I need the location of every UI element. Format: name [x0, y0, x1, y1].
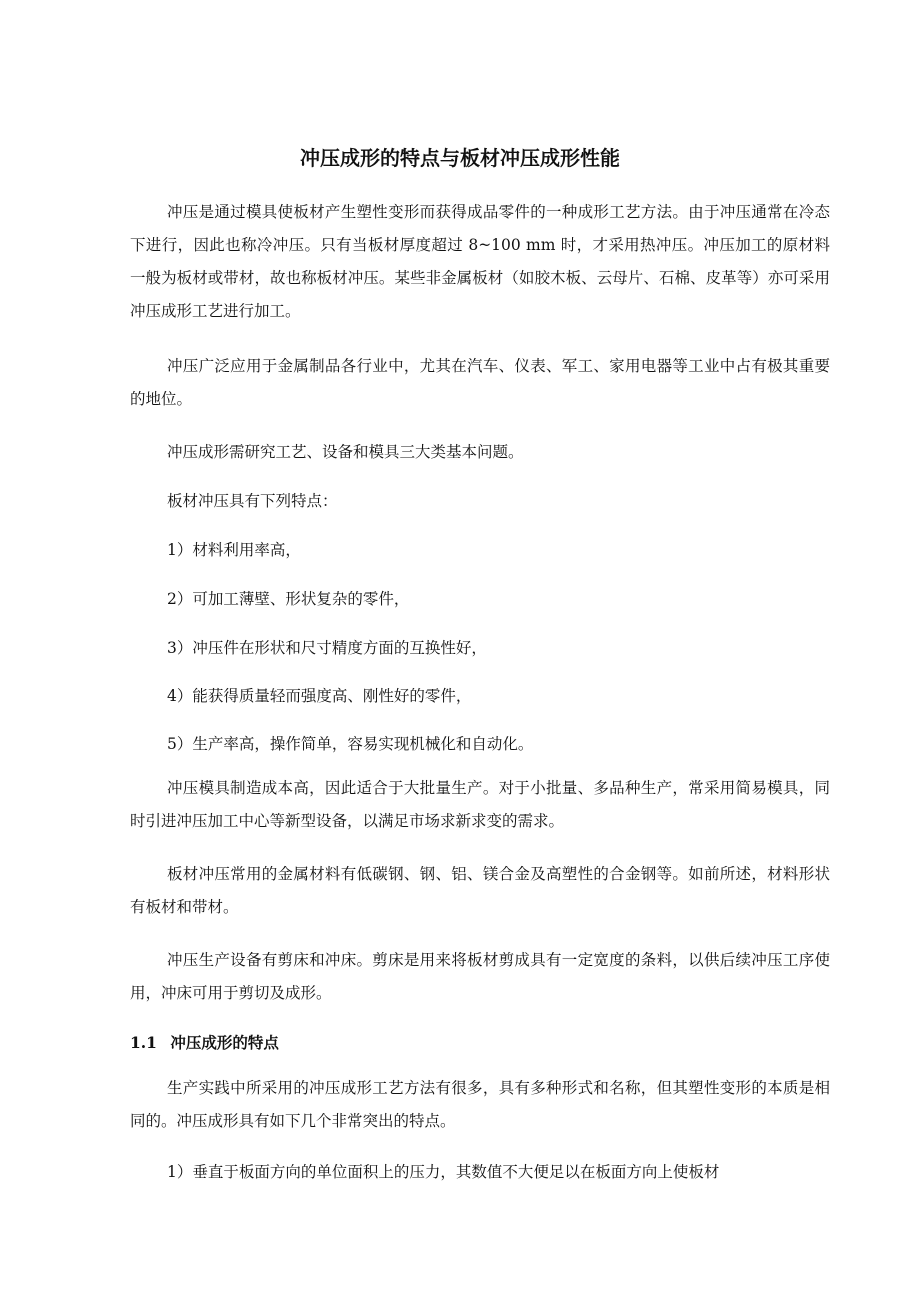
paragraph-mold-cost: 冲压模具制造成本高，因此适合于大批量生产。对于小批量、多品种生产，常采用简易模具，同时引进冲压加工中心等新型设备，以满足市场求新求变的需求。: [130, 779, 830, 830]
list-item-feature-3: 3）冲压件在形状和尺寸精度方面的互换性好，: [167, 639, 487, 657]
paragraph-section-intro: 生产实践中所采用的冲压成形工艺方法有很多，具有多种形式和名称，但其塑性变形的本质是相同的。冲压成形具有如下几个非常突出的特点。: [130, 1079, 830, 1130]
list-item-feature-1: 1）材料利用率高，: [167, 541, 301, 559]
list-item-feature-5: 5）生产率高，操作简单，容易实现机械化和自动化。: [167, 735, 534, 753]
list-item-feature-4: 4）能获得质量轻而强度高、刚性好的零件，: [167, 687, 472, 705]
document-title: 冲压成形的特点与板材冲压成形性能: [300, 146, 620, 170]
paragraph-research: 冲压成形需研究工艺、设备和模具三大类基本问题。: [167, 443, 524, 461]
section-title: 冲压成形的特点: [170, 1034, 279, 1052]
section-number: 1.1: [130, 1033, 157, 1052]
paragraph-materials: 板材冲压常用的金属材料有低碳钢、钢、铝、镁合金及高塑性的合金钢等。如前所述，材料形状有板材和带材。: [130, 865, 830, 916]
section-heading: [130, 1029, 279, 1057]
paragraph-equipment: 冲压生产设备有剪床和冲床。剪床是用来将板材剪成具有一定宽度的条料，以供后续冲压工序使用，冲床可用于剪切及成形。: [130, 951, 830, 1002]
paragraph-section-point-1: 1）垂直于板面方向的单位面积上的压力，其数值不大便足以在板面方向上使板材: [167, 1163, 720, 1181]
list-item-feature-2: 2）可加工薄壁、形状复杂的零件，: [167, 590, 410, 608]
paragraph-features-intro: 板材冲压具有下列特点：: [167, 492, 338, 510]
paragraph-intro: 冲压是通过模具使板材产生塑性变形而获得成品零件的一种成形工艺方法。由于冲压通常在冷态下进行，因此也称冷冲压。只有当板材厚度超过 8~100 mm 时，才采用热冲压。冲压加工的原材料一般为板材或带材，故也称板材冲压。某些非金属板材（如胶木板、云母片、石棉、皮革等）亦可采用冲压成形工艺进行加工。: [130, 203, 830, 320]
paragraph-applications: 冲压广泛应用于金属制品各行业中，尤其在汽车、仪表、军工、家用电器等工业中占有极其重要的地位。: [130, 357, 830, 408]
